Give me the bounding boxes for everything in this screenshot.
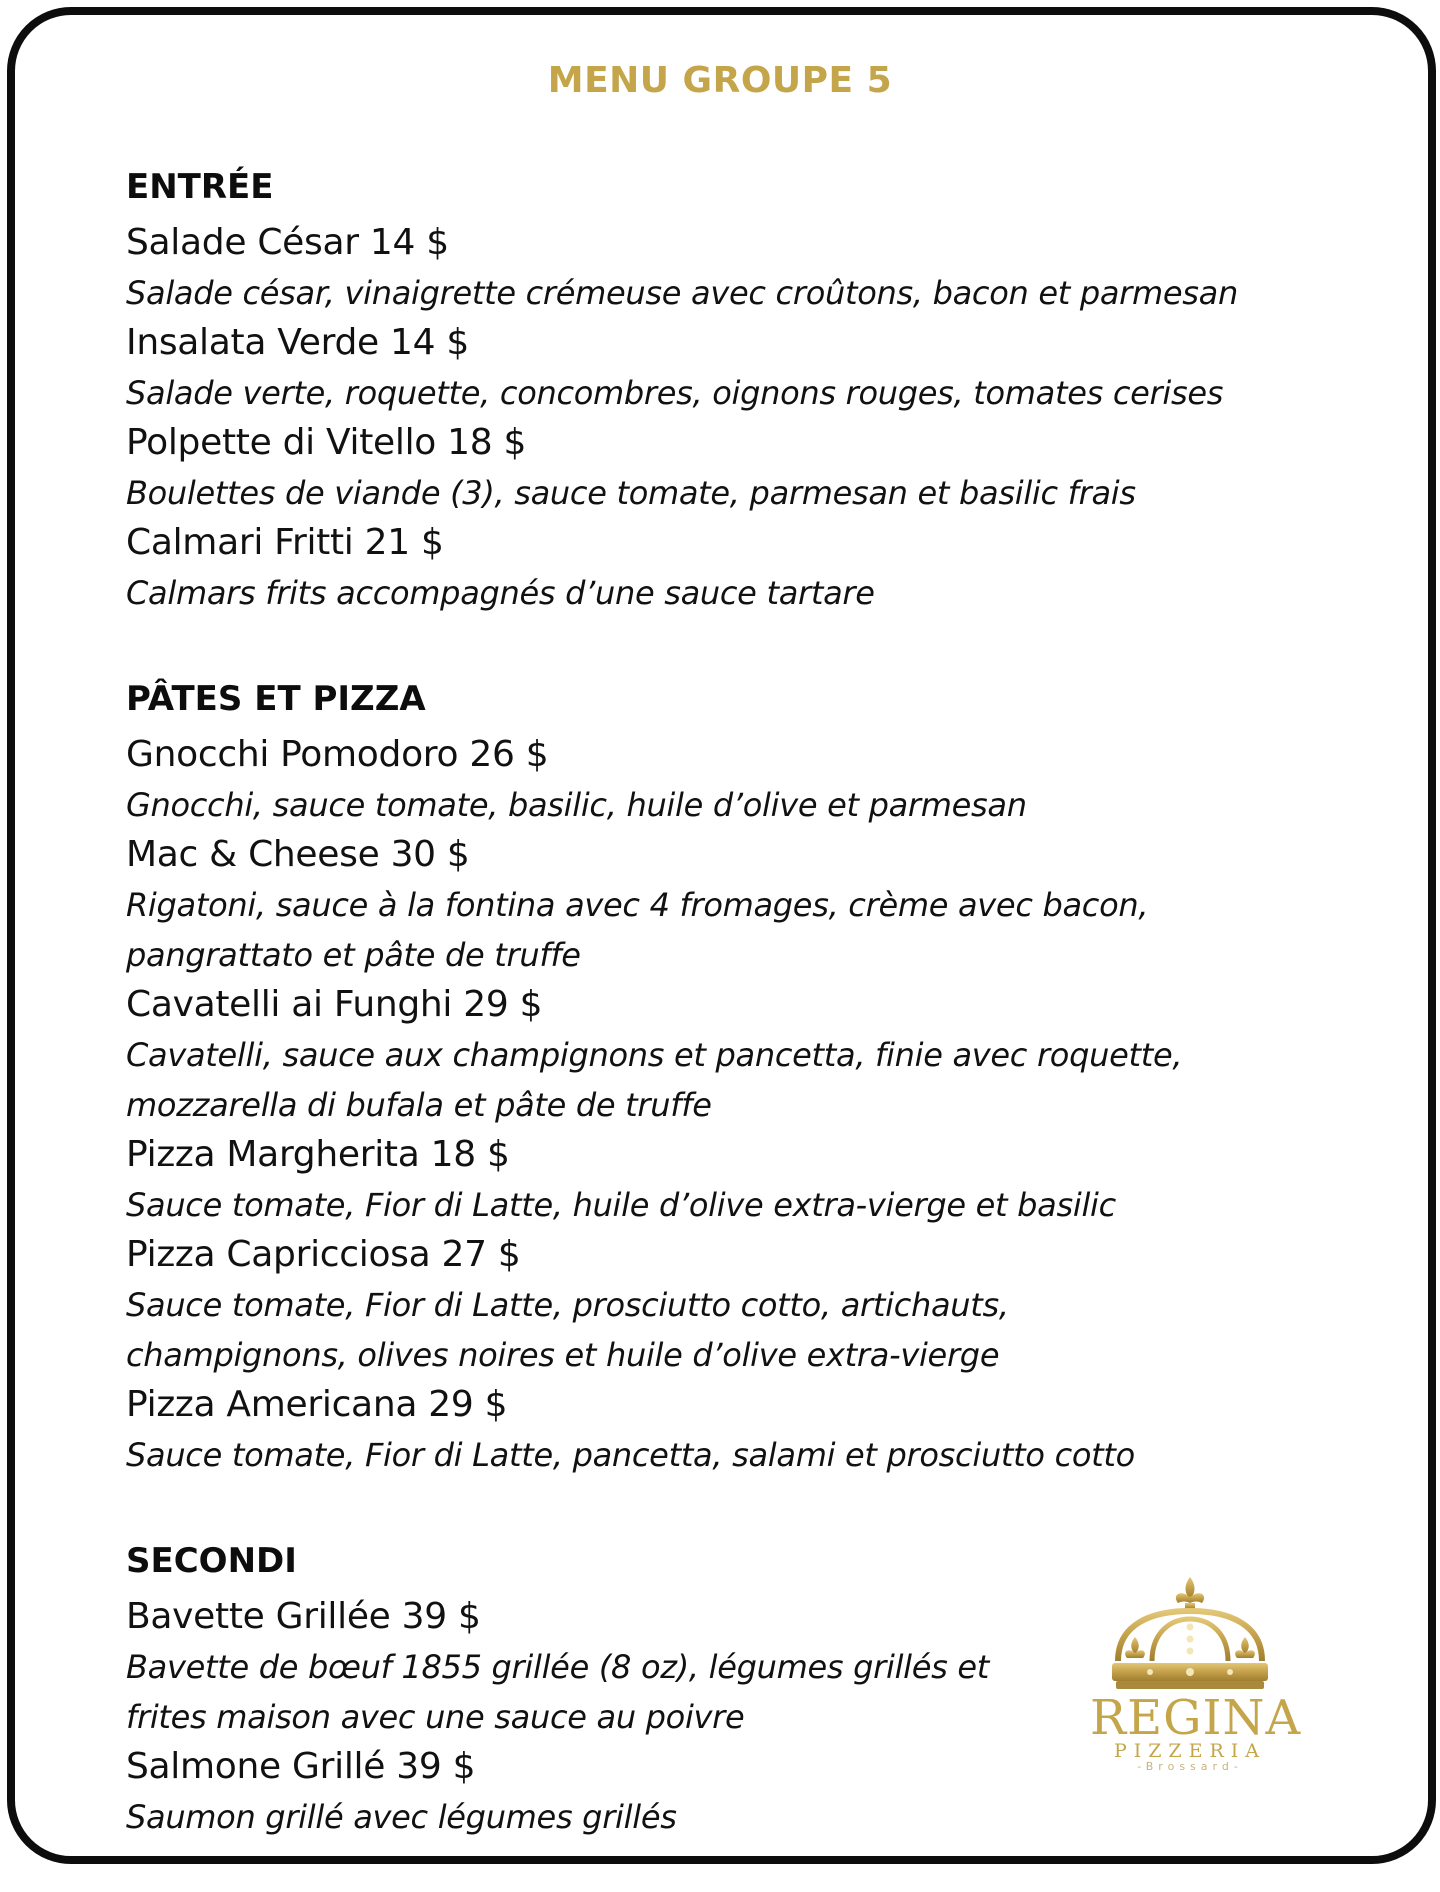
section-entree: [126, 156, 1326, 618]
item-description-line: Salade césar, vinaigrette crémeuse avec croûtons, bacon et parmesan: [126, 274, 1238, 312]
logo-subtitle: PIZZERIA: [1113, 1740, 1267, 1762]
item-name: Salade César 14 $: [126, 222, 449, 263]
section-heading: PÂTES ET PIZZA: [126, 679, 426, 719]
item-name: Polpette di Vitello 18 $: [126, 422, 527, 463]
item-name: Cavatelli ai Funghi 29 $: [126, 984, 543, 1025]
item-description-line: Saumon grillé avec légumes grillés: [126, 1798, 677, 1836]
item-description-line: Cavatelli, sauce aux champignons et pancetta, finie avec roquette,: [126, 1036, 1183, 1074]
item-name: Pizza Capricciosa 27 $: [126, 1234, 521, 1275]
item-description: [126, 568, 1326, 618]
item-name: Mac & Cheese 30 $: [126, 834, 470, 875]
item-description-line: Bavette de bœuf 1855 grillée (8 oz), légumes grillés et: [126, 1648, 990, 1686]
item-description-line: Gnocchi, sauce tomate, basilic, huile d’olive et parmesan: [126, 786, 1027, 824]
item-name: Pizza Margherita 18 $: [126, 1134, 510, 1175]
item-description-line: Boulettes de viande (3), sauce tomate, parmesan et basilic frais: [126, 474, 1136, 512]
item-description-line: Sauce tomate, Fior di Latte, huile d’olive extra-vierge et basilic: [126, 1186, 1116, 1224]
menu-title: MENU GROUPE 5: [547, 60, 893, 101]
menu-item: [126, 980, 1326, 1130]
crown-icon: [1090, 1575, 1290, 1695]
item-description: [126, 468, 1326, 518]
item-name: Gnocchi Pomodoro 26 $: [126, 734, 549, 775]
item-description-line: frites maison avec une sauce au poivre: [126, 1698, 745, 1736]
item-description-line: Sauce tomate, Fior di Latte, prosciutto cotto, artichauts,: [126, 1286, 1009, 1324]
section-pates-et-pizza: [126, 668, 1326, 1480]
item-description-line: pangrattato et pâte de truffe: [126, 936, 581, 974]
item-description: [126, 1180, 1326, 1230]
item-description: [126, 880, 1326, 980]
item-description-line: Salade verte, roquette, concombres, oignons rouges, tomates cerises: [126, 374, 1224, 412]
menu-item: [126, 518, 1326, 618]
item-name: Salmone Grillé 39 $: [126, 1746, 476, 1787]
section-heading: SECONDI: [126, 1541, 297, 1581]
item-description: [126, 1280, 1326, 1380]
menu-item: [126, 418, 1326, 518]
menu-item: [126, 830, 1326, 980]
item-description-line: Sauce tomate, Fior di Latte, pancetta, salami et prosciutto cotto: [126, 1436, 1135, 1474]
item-description: [126, 780, 1326, 830]
logo-location: -Brossard-: [1137, 1760, 1243, 1773]
item-description: [126, 1030, 1326, 1130]
item-description-line: mozzarella di bufala et pâte de truffe: [126, 1086, 712, 1124]
item-description: [126, 1792, 1326, 1842]
logo-name: REGINA: [1090, 1690, 1302, 1746]
item-description-line: Calmars frits accompagnés d’une sauce tartare: [126, 574, 875, 612]
item-name: Pizza Americana 29 $: [126, 1384, 508, 1425]
menu-item: [126, 1230, 1326, 1380]
item-description: [126, 368, 1326, 418]
item-description: [126, 1430, 1326, 1480]
menu-item: [126, 218, 1326, 318]
regina-pizzeria-logo: [1090, 1575, 1302, 1773]
section-heading: ENTRÉE: [126, 167, 274, 207]
item-name: Insalata Verde 14 $: [126, 322, 469, 363]
item-description: [126, 268, 1326, 318]
item-name: Bavette Grillée 39 $: [126, 1596, 481, 1637]
menu-item: [126, 1380, 1326, 1480]
item-name: Calmari Fritti 21 $: [126, 522, 444, 563]
item-description-line: champignons, olives noires et huile d’olive extra-vierge: [126, 1336, 1000, 1374]
menu-item: [126, 1130, 1326, 1230]
menu-item: [126, 730, 1326, 830]
menu-item: [126, 318, 1326, 418]
item-description-line: Rigatoni, sauce à la fontina avec 4 fromages, crème avec bacon,: [126, 886, 1149, 924]
